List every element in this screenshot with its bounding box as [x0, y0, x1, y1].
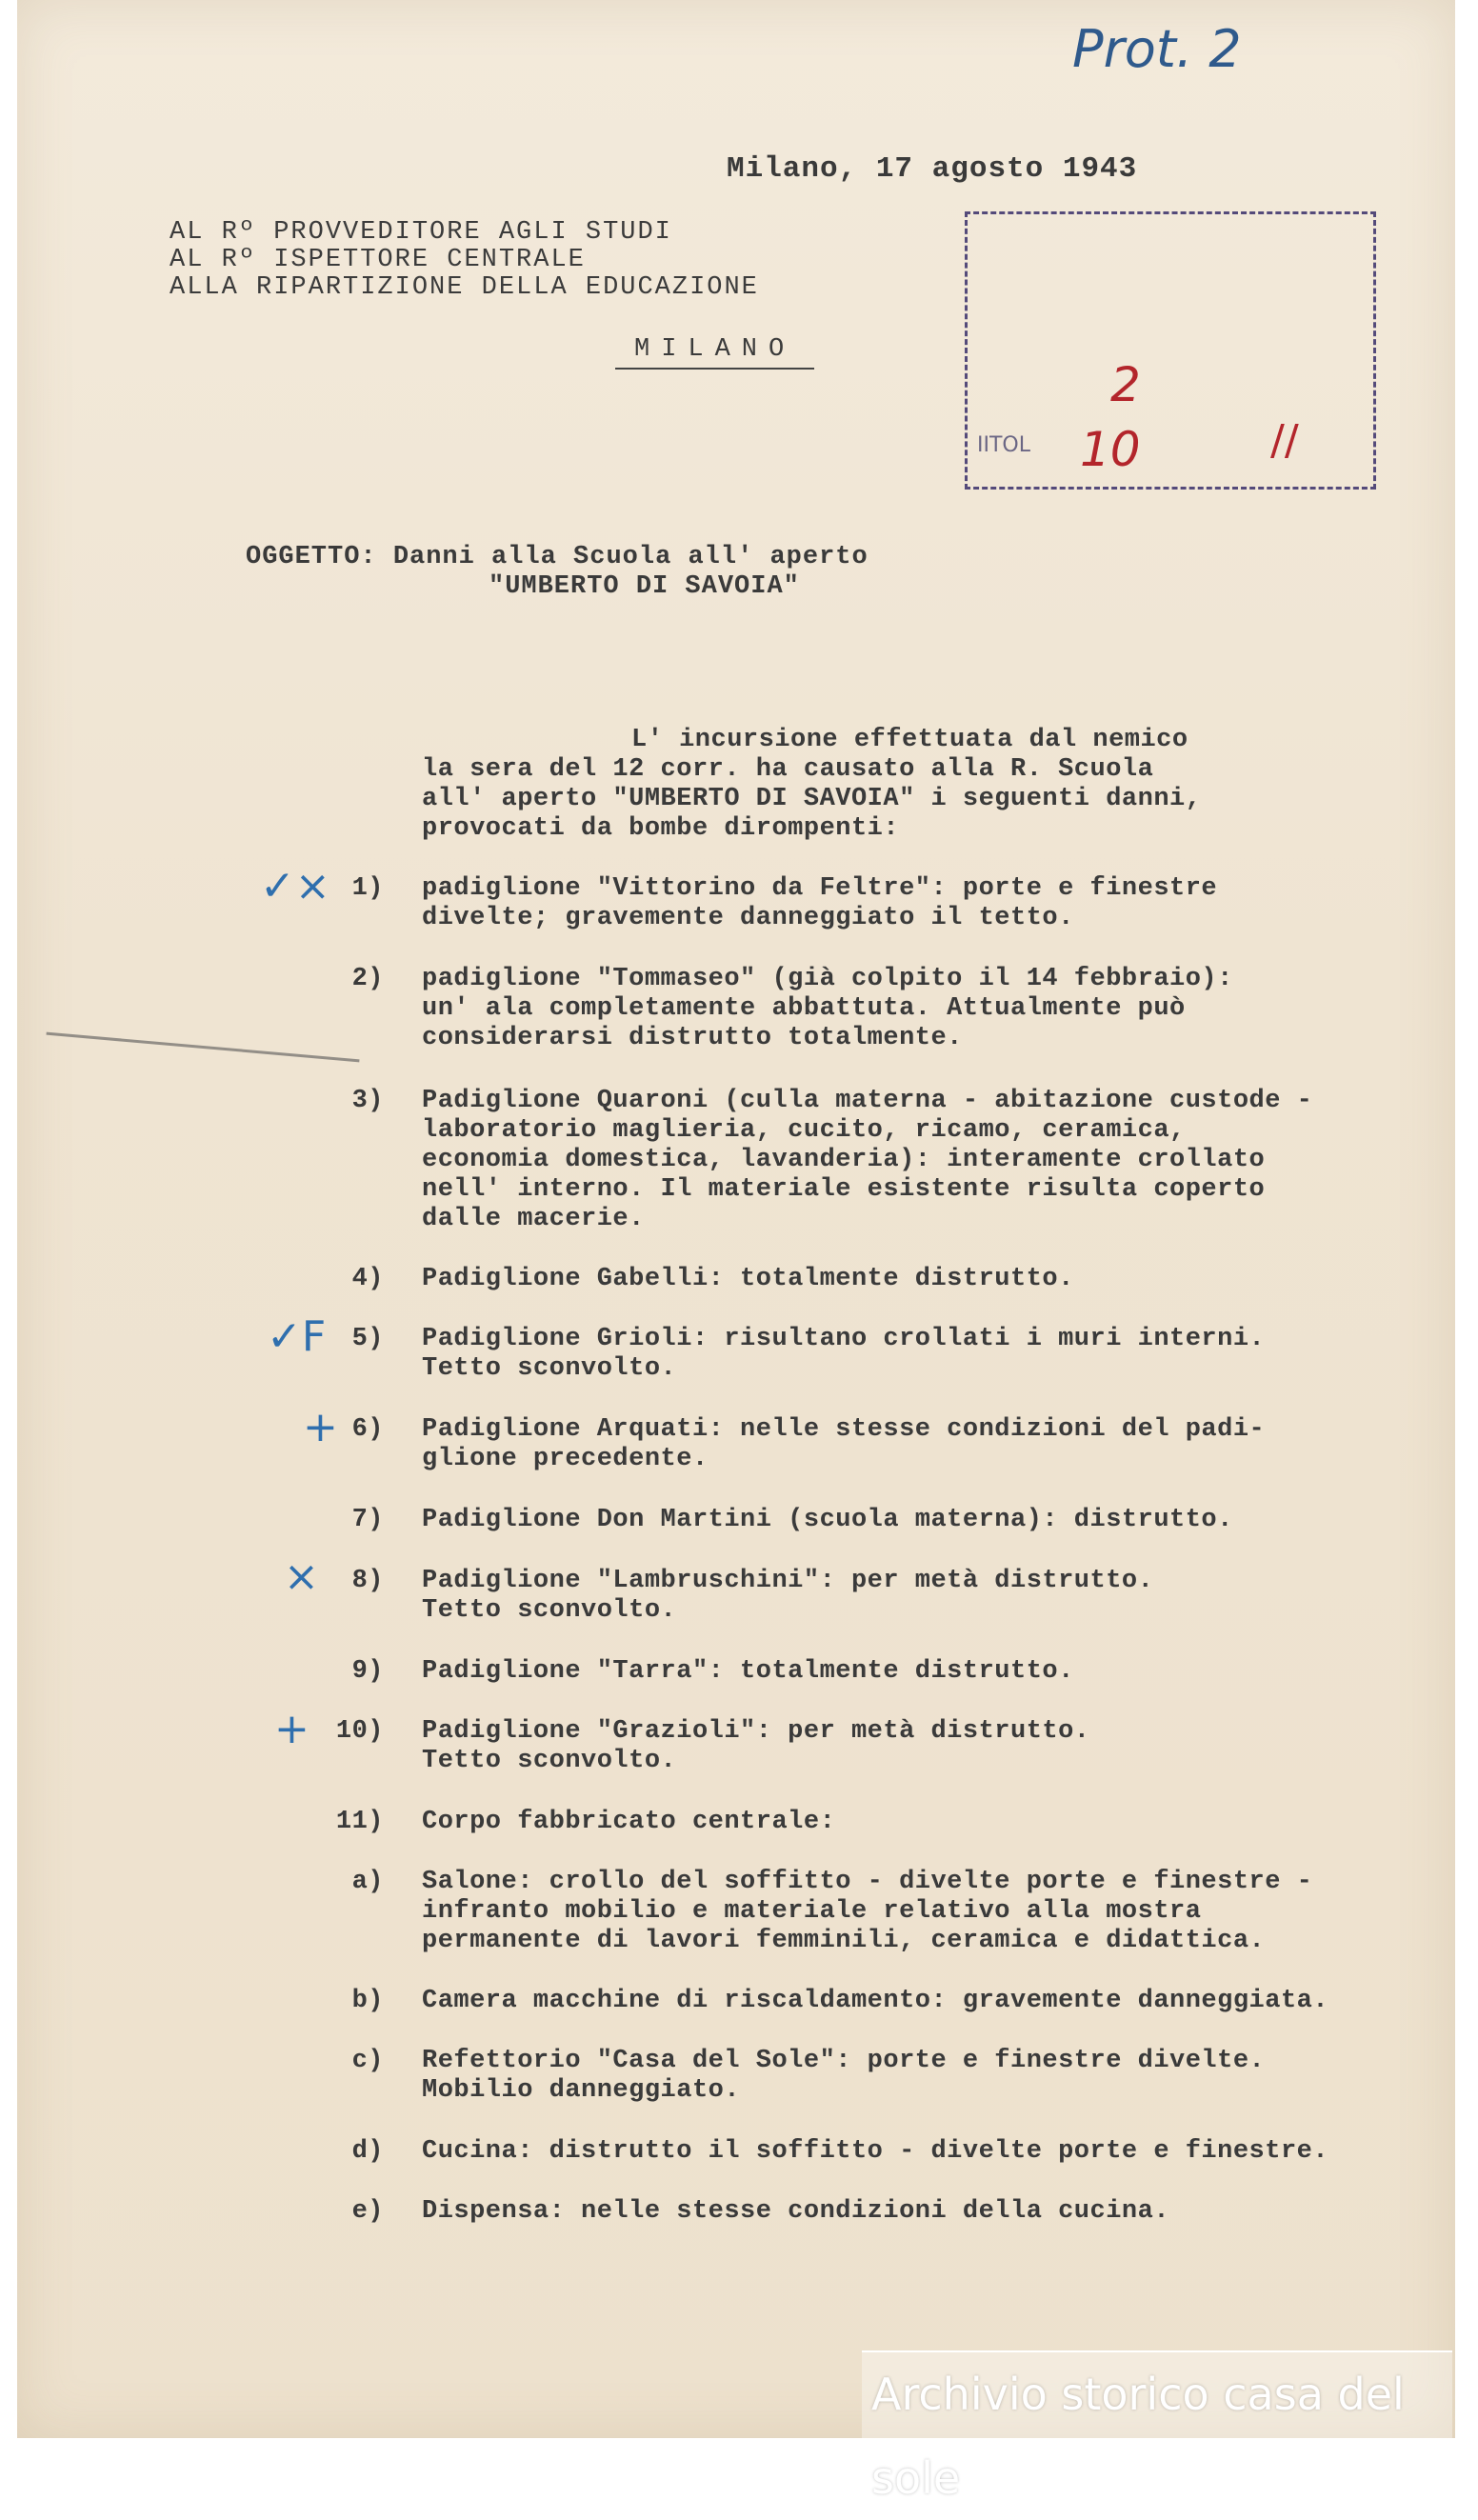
item-text: Corpo fabbricato centrale:	[422, 1808, 836, 1836]
stamp-text: IITOL	[977, 433, 1030, 457]
item-label: 7)	[351, 1506, 384, 1534]
stamp-number-2: 10	[1080, 422, 1141, 477]
handwritten-plus-icon: +	[303, 1403, 338, 1451]
intro-paragraph	[422, 726, 1336, 844]
item-label: a)	[351, 1868, 384, 1896]
handwritten-check-icon: ✓×	[260, 862, 330, 910]
item-text: Salone: crollo del soffitto - divelte porte e finestre - infranto mobilio e materiale relativo alla mostra permanente di lavori femminili, ceramica e didattica.	[422, 1868, 1313, 1955]
item-text: Padiglione Don Martini (scuola materna): distrutto.	[422, 1506, 1233, 1534]
item-label: 2)	[351, 965, 384, 993]
item-label: b)	[351, 1987, 384, 2015]
recipient-line: AL Rº PROVVEDITORE AGLI STUDI	[170, 218, 672, 247]
document-page	[17, 0, 1455, 2438]
item-text: Padiglione Gabelli: totalmente distrutto.	[422, 1265, 1074, 1293]
pencil-stroke	[46, 1032, 359, 1063]
item-text: padiglione "Vittorino da Feltre": porte e finestre divelte; gravemente danneggiato il tetto.	[422, 874, 1218, 932]
subject-block	[246, 543, 869, 602]
handwritten-plus-icon: +	[274, 1705, 310, 1753]
subject-line-2: "UMBERTO DI SAVOIA"	[489, 572, 800, 601]
item-text: Refettorio "Casa del Sole": porte e finestre divelte. Mobilio danneggiato.	[422, 2047, 1266, 2105]
protocol-stamp	[965, 211, 1376, 490]
item-label: c)	[351, 2047, 384, 2075]
item-text: Dispensa: nelle stesse condizioni della cucina.	[422, 2197, 1170, 2226]
handwritten-prot-note: Prot. 2	[1072, 19, 1242, 79]
item-label: 8)	[351, 1567, 384, 1595]
item-text: Padiglione "Tarra": totalmente distrutto.	[422, 1657, 1074, 1686]
item-label: 3)	[351, 1087, 384, 1115]
item-label: d)	[351, 2137, 384, 2166]
item-text: Padiglione Grioli: risultano crollati i muri interni. Tetto sconvolto.	[422, 1325, 1266, 1383]
archive-watermark: Archivio storico casa del sole	[862, 2350, 1452, 2438]
item-text: padiglione "Tommaseo" (già colpito il 14 febbraio): un' ala completamente abbattuta. Attualmente può considerarsi distrutto totalmente.	[422, 965, 1233, 1052]
item-label: 1)	[351, 874, 384, 903]
intro-line: provocati da bombe dirompenti:	[422, 814, 900, 843]
item-text: Padiglione "Lambruschini": per metà distrutto. Tetto sconvolto.	[422, 1567, 1154, 1625]
item-text: Padiglione "Grazioli": per metà distrutto. Tetto sconvolto.	[422, 1717, 1090, 1775]
item-text: Camera macchine di riscaldamento: gravemente danneggiata.	[422, 1987, 1329, 2015]
item-label: 4)	[351, 1265, 384, 1293]
item-label: e)	[351, 2197, 384, 2226]
intro-line: la sera del 12 corr. ha causato alla R. Scuola	[422, 755, 1154, 784]
handwritten-check-icon: ✓F	[267, 1312, 327, 1361]
subject-line-1: OGGETTO: Danni alla Scuola all' aperto	[246, 543, 869, 571]
document-date: Milano, 17 agosto 1943	[727, 152, 1138, 186]
item-text: Cucina: distrutto il soffitto - divelte porte e finestre.	[422, 2137, 1329, 2166]
intro-line: all' aperto "UMBERTO DI SAVOIA" i seguenti danni,	[422, 785, 1202, 813]
item-label: 5)	[351, 1325, 384, 1353]
item-label: 10)	[335, 1717, 384, 1746]
recipient-line: ALLA RIPARTIZIONE DELLA EDUCAZIONE	[170, 273, 759, 302]
recipient-city: MILANO	[615, 335, 814, 370]
stamp-number-1: 2	[1110, 357, 1141, 412]
item-text: Padiglione Quaroni (culla materna - abitazione custode - laboratorio maglieria, cucito, ricamo, ceramica, economia domestica, lavanderia): interamente crollato nell' interno. Il materiale esistente risulta coperto dalle macerie.	[422, 1087, 1313, 1233]
stamp-slash: //	[1270, 416, 1299, 465]
intro-line: L' incursione effettuata dal nemico	[631, 726, 1188, 754]
handwritten-cross-icon: ×	[284, 1552, 319, 1601]
recipients-block	[170, 219, 759, 302]
item-text: Padiglione Arquati: nelle stesse condizioni del padi- glione precedente.	[422, 1415, 1266, 1473]
item-label: 11)	[335, 1808, 384, 1836]
item-label: 9)	[351, 1657, 384, 1686]
item-label: 6)	[351, 1415, 384, 1444]
recipient-line: AL Rº ISPETTORE CENTRALE	[170, 246, 586, 274]
